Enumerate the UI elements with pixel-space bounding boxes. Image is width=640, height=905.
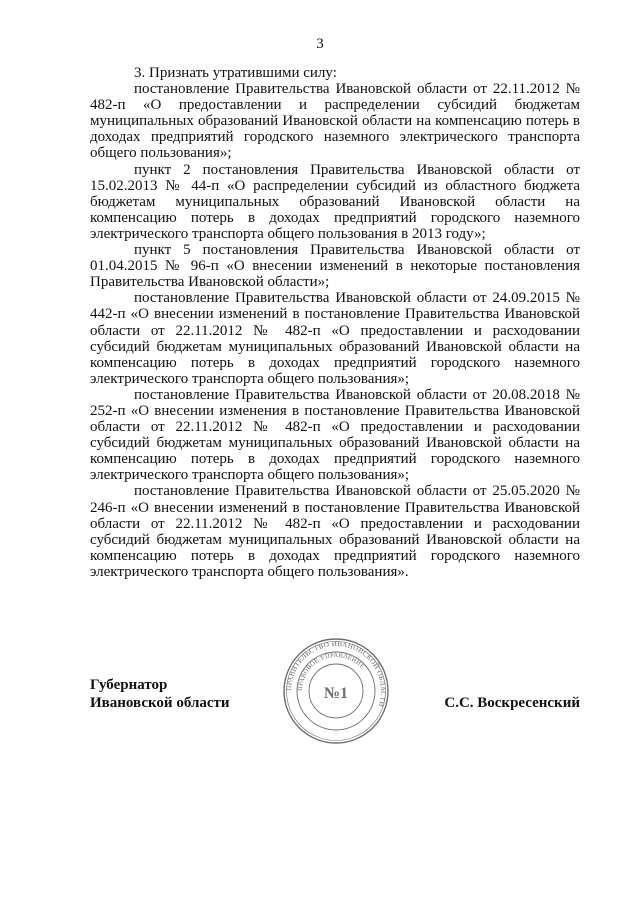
stamp-center-number: №1 [323, 685, 349, 702]
signatory-title [90, 676, 230, 712]
official-stamp [281, 636, 391, 746]
paragraph-resolution-482: постановление Правительства Ивановской области от 22.11.2012 № 482-п «О предоставлении и распределении субсидий бюджетам муниципальных образований Ивановской области на компенсацию потерь в доходах предприятий городского наземного электрического транспорта общего пользования»; [90, 81, 580, 162]
signatory-name: С.С. Воскресенский [444, 695, 580, 711]
paragraph-repeal-heading: 3. Признать утратившими силу: [134, 65, 337, 81]
paragraph-resolution-252: постановление Правительства Ивановской области от 20.08.2018 № 252-п «О внесении изменения в постановление Правительства Ивановской области от 22.11.2012 № 482-п «О предоставлении и расходовании субсидий бюджетам муниципальных образований Ивановской области на компенсацию потерь в доходах предприятий городского наземного электрического транспорта общего пользования»; [90, 386, 580, 484]
stamp-outer-text: ПРАВИТЕЛЬСТВО ИВАНОВСКОЙ ОБЛАСТИ [284, 639, 388, 708]
signatory-title-line2: Ивановской области [90, 695, 230, 711]
paragraph-item-5-resolution-96: пункт 5 постановления Правительства Ивановской области от 01.04.2015 № 96-п «О внесении изменений в некоторые постановления Правительства Ивановской области»; [90, 242, 580, 291]
page-number: 3 [316, 36, 324, 52]
document-body [90, 65, 580, 580]
stamp-inner-text: ПРАВОВОЕ УПРАВЛЕНИЕ [296, 651, 366, 692]
paragraph-resolution-246: постановление Правительства Ивановской области от 25.05.2020 № 246-п «О внесении изменений в постановление Правительства Ивановской области от 22.11.2012 № 482-п «О предоставлении и расходовании субсидий бюджетам муниципальных образований Ивановской области на компенсацию потерь в доходах предприятий городского наземного электрического транспорта общего пользования». [90, 483, 580, 580]
signatory-title-line1: Губернатор [90, 677, 168, 693]
paragraph-resolution-442: постановление Правительства Ивановской области от 24.09.2015 № 442-п «О внесении изменений в постановление Правительства Ивановской области от 22.11.2012 № 482-п «О предоставлении и расходовании субсидий бюджетам муниципальных образований Ивановской области на компенсацию потерь в доходах предприятий городского наземного электрического транспорта общего пользования»; [90, 290, 580, 387]
paragraph-item-2-resolution-44: пункт 2 постановления Правительства Ивановской области от 15.02.2013 № 44-п «О распределении субсидий из областного бюджета бюджетам муниципальных образований Ивановской области на компенсацию потерь в доходах предприятий городского наземного электрического транспорта общего пользования в 2013 году»; [90, 161, 580, 242]
